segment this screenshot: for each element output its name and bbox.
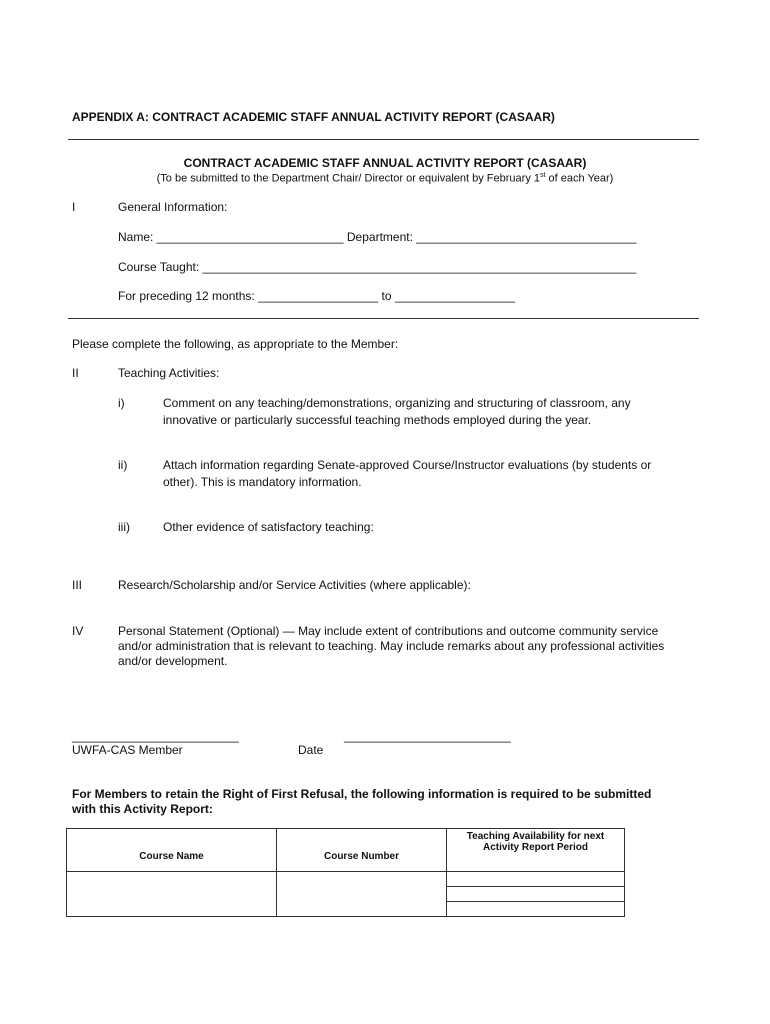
teaching-item-num: i)	[118, 396, 125, 410]
section-2-numeral: II	[72, 366, 79, 380]
section-1-divider	[68, 318, 699, 319]
teaching-item-text: Other evidence of satisfactory teaching:	[163, 520, 374, 534]
section-3-heading: Research/Scholarship and/or Service Activities (where applicable):	[118, 578, 471, 592]
personal-statement-text: Personal Statement (Optional) — May include extent of contributions and outcome community service	[118, 624, 659, 638]
availability-cell[interactable]	[447, 887, 625, 902]
section-4-numeral: IV	[72, 624, 84, 638]
teaching-item-text: Comment on any teaching/demonstrations, organizing and structuring of classroom, any	[163, 396, 631, 410]
course-number-cell[interactable]	[277, 872, 447, 917]
rof-note: For Members to retain the Right of First Refusal, the following information is required to be submitted	[72, 787, 652, 801]
availability-header: Teaching Availability for next Activity Report Period	[447, 829, 625, 872]
teaching-item-text: Attach information regarding Senate-approved Course/Instructor evaluations (by students or	[163, 458, 652, 472]
teaching-item-text: innovative or particularly successful teaching methods employed during the year.	[163, 413, 592, 427]
period-field[interactable]: For preceding 12 months: __________________ to __________________	[118, 289, 516, 303]
rof-note: with this Activity Report:	[72, 802, 213, 816]
member-signature-label: UWFA-CAS Member	[72, 743, 183, 757]
section-2-heading: Teaching Activities:	[118, 366, 220, 380]
personal-statement-text: and/or administration that is relevant to teaching. May include remarks about any professional activities	[118, 639, 665, 653]
personal-statement-text: and/or development.	[118, 654, 228, 668]
section-1-numeral: I	[72, 200, 76, 214]
appendix-title: APPENDIX A: CONTRACT ACADEMIC STAFF ANNUAL ACTIVITY REPORT (CASAAR)	[72, 110, 555, 124]
course-taught-field[interactable]: Course Taught: _________________________________________________________________	[118, 260, 637, 274]
section-1-heading: General Information:	[118, 200, 228, 214]
instruction-text: Please complete the following, as appropriate to the Member:	[72, 337, 399, 351]
course-name-header: Course Name	[67, 829, 277, 872]
availability-cell[interactable]	[447, 902, 625, 917]
member-signature-line[interactable]: _________________________	[72, 729, 239, 743]
name-department-field[interactable]: Name: ____________________________ Department: _________________________________	[118, 230, 637, 244]
form-title: CONTRACT ACADEMIC STAFF ANNUAL ACTIVITY REPORT (CASAAR)	[183, 156, 587, 170]
course-number-header: Course Number	[277, 829, 447, 872]
course-availability-table	[66, 828, 625, 917]
title-divider	[68, 139, 699, 140]
date-signature-label: Date	[298, 743, 324, 757]
teaching-item-num: ii)	[118, 458, 128, 472]
course-name-cell[interactable]	[67, 872, 277, 917]
availability-cell[interactable]	[447, 872, 625, 887]
form-subtitle: (To be submitted to the Department Chair/ Director or equivalent by February 1st of each Year)	[156, 172, 614, 185]
teaching-item-num: iii)	[118, 520, 130, 534]
teaching-item-text: other). This is mandatory information.	[163, 475, 362, 489]
section-3-numeral: III	[72, 578, 83, 592]
date-signature-line[interactable]: _________________________	[344, 729, 511, 743]
